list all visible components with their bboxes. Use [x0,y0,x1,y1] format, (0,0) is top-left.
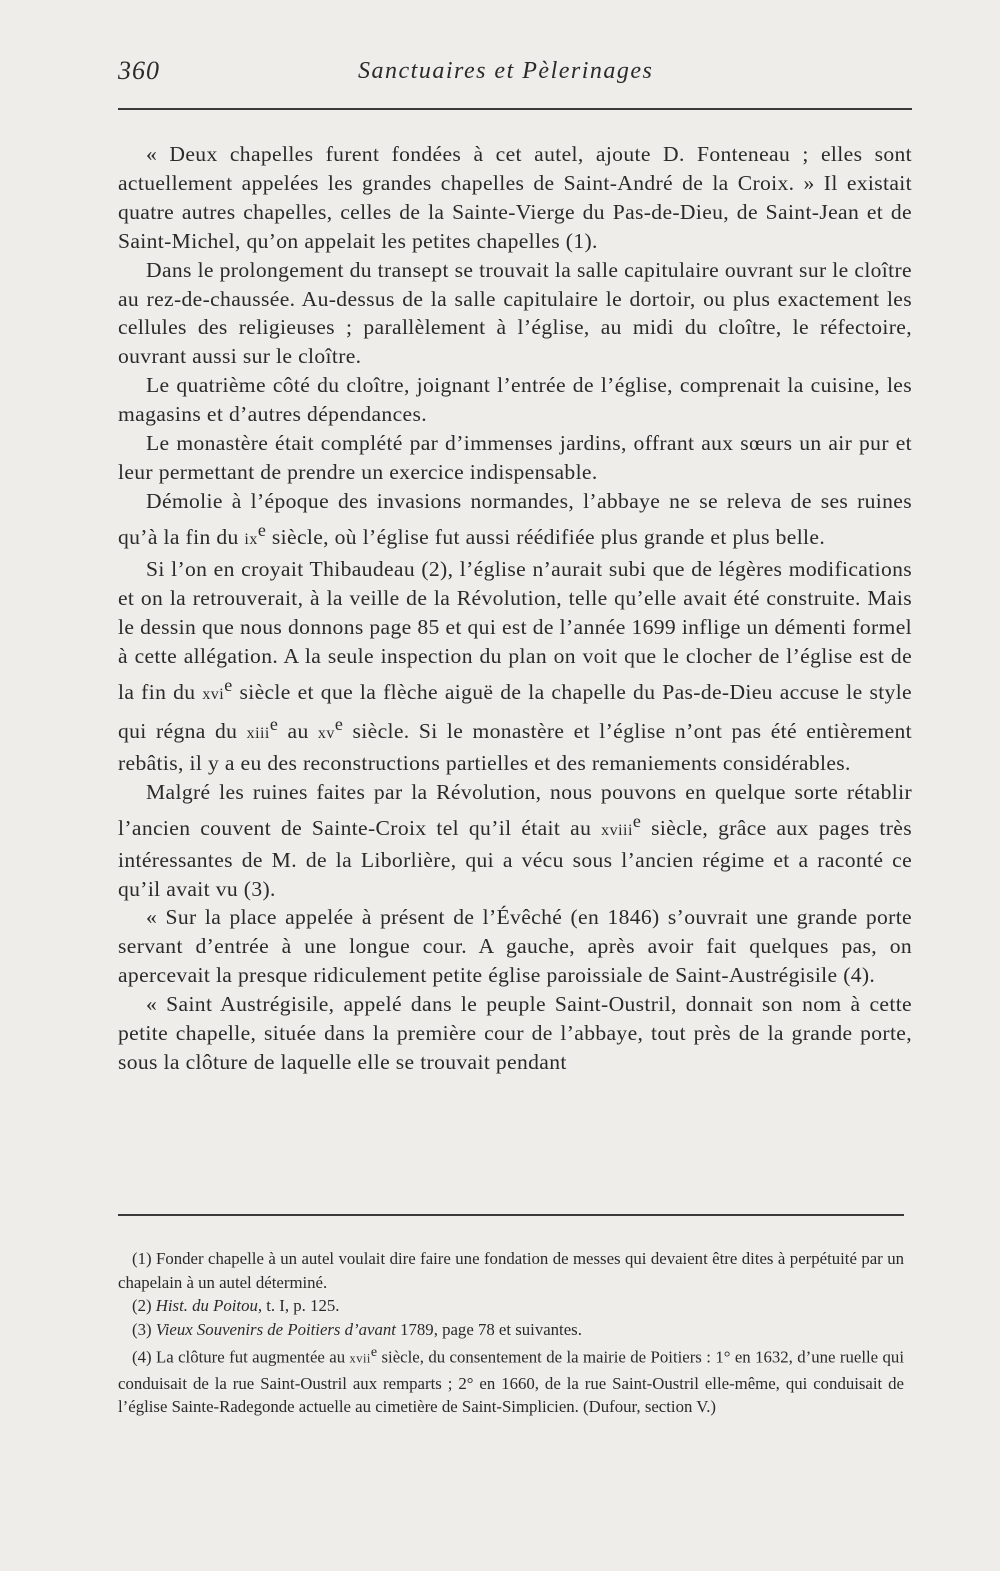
paragraph [118,778,912,904]
superscript: e [632,810,642,831]
text-run: 1789, page 78 et suivantes. [395,1319,582,1339]
paragraph [118,487,912,555]
century-numeral: xvii [349,1351,371,1366]
page-header [118,56,910,96]
paragraph [118,555,912,778]
century-numeral: xiii [246,724,270,742]
text-run: siècle. Si le monastère et l’église n’ont pas été entièrement rebâtis, il y a eu des reconstructions partielles et des remaniements considérables. [118,718,912,775]
text-run: (4) La clôture fut augmentée au [132,1347,350,1367]
footnote-number: (3) [132,1319,156,1339]
footnote-3 [118,1318,904,1342]
footnote-rule [118,1214,904,1216]
footnote-4 [118,1341,904,1418]
century-numeral: xvi [202,685,225,703]
text-run: Malgré les ruines faites par la Révolution, nous pouvons en quelque sorte rétablir l’ancien couvent de Sainte-Croix tel qu’il était au [118,779,912,840]
century-numeral: xviii [601,821,633,839]
text-run: siècle, où l’église fut aussi réédifiée plus grande et plus belle. [266,524,826,549]
text-run: Si l’on en croyait Thibaudeau (2), l’église n’aurait subi que de légères modifications et on la retrouverait, à la veille de la Révolution, telle qu’elle avait été construite. Mais le dessin que nous donnons page 85 et qui est de l’année 1699 inflige un démenti formel à cette allégation. A la seule inspection du plan on voit que le clocher de l’église est de la fin du [118,556,912,704]
paragraph: Dans le prolongement du transept se trouvait la salle capitulaire ouvrant sur le cloître au rez-de-chaussée. Au-dessus de la salle capitulaire le dortoir, ou plus exactement les cellules des religieuses ; parallèlement à l’église, au midi du cloître, le réfectoire, ouvrant aussi sur le cloître. [118,257,912,369]
superscript: e [334,713,344,734]
text-run: siècle, du consentement de la mairie de Poitiers : 1° en 1632, d’une ruelle qui conduisait de la rue Saint-Oustril aux remparts ; 2° en 1660, de la rue Saint-Oustril elle-même, qui conduisait de l’église Sainte-Radegonde actuelle au cimetière de Saint-Simplicien. (Dufour, section V.) [118,1347,904,1417]
footnote-citation-title: Hist. du Poitou, [155,1296,263,1316]
paragraph: Le quatrième côté du cloître, joignant l’entrée de l’église, comprenait la cuisine, les magasins et d’autres dépendances. [118,373,912,427]
paragraph: « Saint Austrégisile, appelé dans le peuple Saint-Oustril, donnait son nom à cette petite chapelle, située dans la première cour de l’abbaye, tout près de la grande porte, sous la clôture de laquelle elle se trouvait pendant [118,992,912,1074]
paragraph: Le monastère était complété par d’immenses jardins, offrant aux sœurs un air pur et leur permettant de prendre un exercice indispensable. [118,431,912,484]
header-rule [118,108,912,110]
footnote-citation-title: Vieux Souvenirs de Poitiers d’avant [155,1319,396,1339]
superscript: e [257,519,267,540]
century-numeral: ix [244,530,258,548]
footnotes [118,1247,904,1419]
running-title: Sanctuaires et Pèlerinages [358,58,654,84]
page-number: 360 [118,56,160,85]
paragraph: « Sur la place appelée à présent de l’Évêché (en 1846) s’ouvrait une grande porte servant d’entrée à une longue cour. A gauche, après avoir fait quelques pas, on apercevait la presque ridiculement petite église paroissiale de Saint-Austrégisile (4). [118,905,912,988]
footnote-2 [118,1294,904,1318]
paragraph: « Deux chapelles furent fondées à cet autel, ajoute D. Fonteneau ; elles sont actuellement appelées les grandes chapelles de Saint-André de la Croix. » Il existait quatre autres chapelles, celles de la Sainte-Vierge du Pas-de-Dieu, de Saint-Jean et de Saint-Michel, qu’on appelait les petites chapelles (1). [118,142,912,253]
footnote-number: (2) [132,1296,156,1316]
superscript: e [370,1345,378,1361]
text-run: siècle, grâce aux pages très intéressantes de M. de la Liborlière, qui a vécu sous l’ancien régime et a raconté ce qu’il avait vu (3). [118,815,912,901]
text-run: Démolie à l’époque des invasions normandes, l’abbaye ne se releva de ses ruines qu’à la fin du [118,488,912,549]
century-numeral: xv [317,724,335,742]
superscript: e [269,713,279,734]
text-run: au [278,718,318,743]
text-run: t. I, p. 125. [262,1296,340,1316]
main-text [118,140,912,1077]
text-run: siècle et que la flèche aiguë de la chapelle du Pas-de-Dieu accuse le style qui régna du [118,679,912,743]
superscript: e [224,674,233,695]
footnote-1: (1) Fonder chapelle à un autel voulait dire faire une fondation de messes qui devaient être dites à perpétuité par un chapelain à un autel déterminé. [118,1249,904,1292]
